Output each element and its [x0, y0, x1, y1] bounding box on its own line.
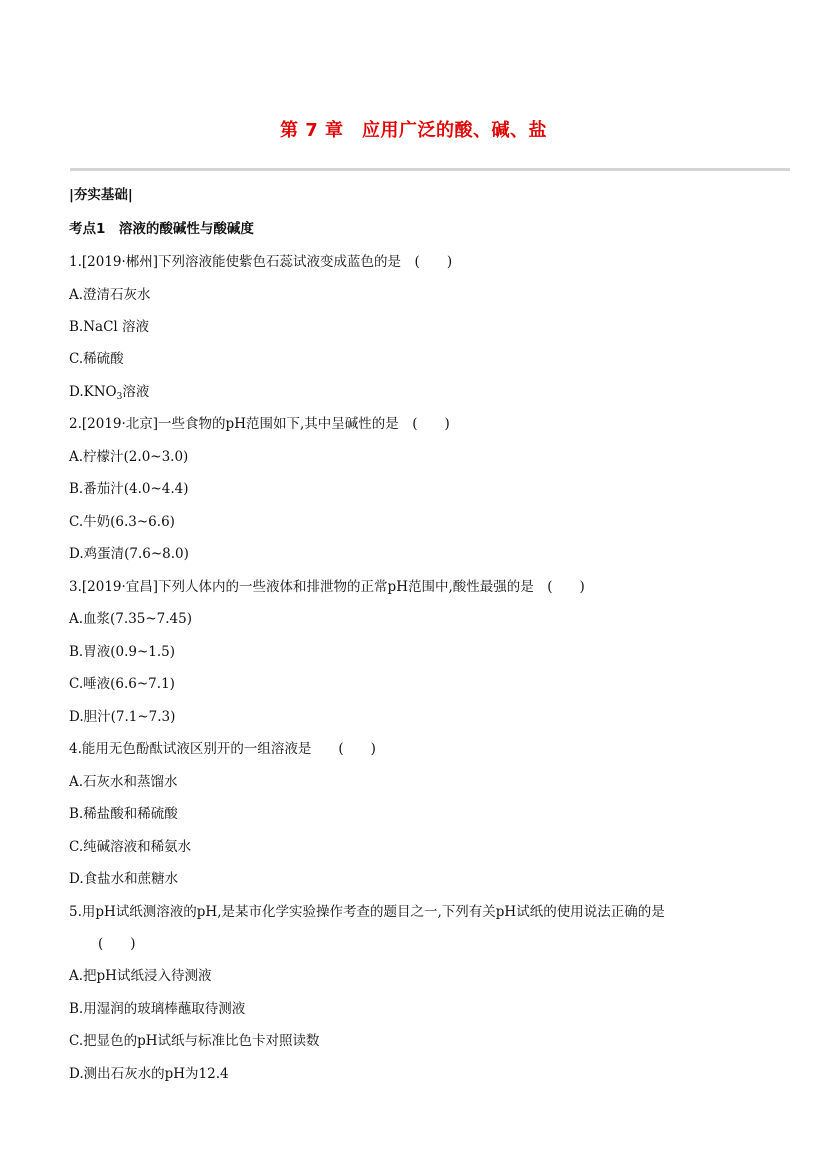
question-4-option-d: D.食盐水和蔗糖水 — [69, 871, 179, 887]
question-2-option-b: B.番茄汁(4.0~4.4) — [69, 481, 189, 497]
question-3-stem: 3.[2019·宜昌]下列人体内的一些液体和排泄物的正常pH范围中,酸性最强的是 ( ) — [69, 579, 585, 595]
question-1-option-d — [69, 384, 149, 400]
question-5-answer-blank: ( ) — [98, 936, 136, 952]
question-2-option-d: D.鸡蛋清(7.6~8.0) — [69, 546, 189, 562]
question-2-option-a: A.柠檬汁(2.0~3.0) — [69, 449, 189, 465]
question-1-option-c: C.稀硫酸 — [69, 351, 124, 367]
option-d-formula: D.KNO — [69, 384, 117, 400]
question-3-option-d: D.胆汁(7.1~7.3) — [69, 709, 176, 725]
question-2-stem: 2.[2019·北京]一些食物的pH范围如下,其中呈碱性的是 ( ) — [69, 416, 450, 432]
question-3-option-c: C.唾液(6.6~7.1) — [69, 676, 175, 692]
question-4-option-a: A.石灰水和蒸馏水 — [69, 774, 178, 790]
chapter-title: 第 7 章 应用广泛的酸、碱、盐 — [279, 120, 548, 141]
question-4-option-b: B.稀盐酸和稀硫酸 — [69, 806, 178, 822]
question-5-option-c: C.把显色的pH试纸与标准比色卡对照读数 — [69, 1033, 320, 1049]
question-1-option-b: B.NaCl 溶液 — [69, 319, 150, 335]
title-divider — [70, 168, 790, 171]
option-d-suffix: 溶液 — [122, 384, 150, 400]
question-2-option-c: C.牛奶(6.3~6.6) — [69, 514, 175, 530]
question-3-option-a: A.血浆(7.35~7.45) — [69, 611, 193, 627]
question-1-stem: 1.[2019·郴州]下列溶液能使紫色石蕊试液变成蓝色的是 ( ) — [69, 254, 453, 270]
question-3-option-b: B.胃液(0.9~1.5) — [69, 644, 175, 660]
question-5-stem: 5.用pH试纸测溶液的pH,是某市化学实验操作考查的题目之一,下列有关pH试纸的使用说法正确的是 — [69, 904, 665, 920]
question-1-option-a: A.澄清石灰水 — [69, 287, 151, 303]
topic-heading: 考点1 溶液的酸碱性与酸碱度 — [69, 221, 254, 237]
question-5-option-a: A.把pH试纸浸入待测液 — [69, 968, 212, 984]
question-4-stem: 4.能用无色酚酞试液区别开的一组溶液是 ( ) — [69, 741, 376, 757]
question-4-option-c: C.纯碱溶液和稀氨水 — [69, 839, 192, 855]
section-heading: |夯实基础| — [69, 187, 133, 203]
question-5-option-d: D.测出石灰水的pH为12.4 — [69, 1066, 229, 1082]
option-d-subscript: 3 — [116, 392, 123, 402]
question-5-option-b: B.用湿润的玻璃棒蘸取待测液 — [69, 1001, 246, 1017]
